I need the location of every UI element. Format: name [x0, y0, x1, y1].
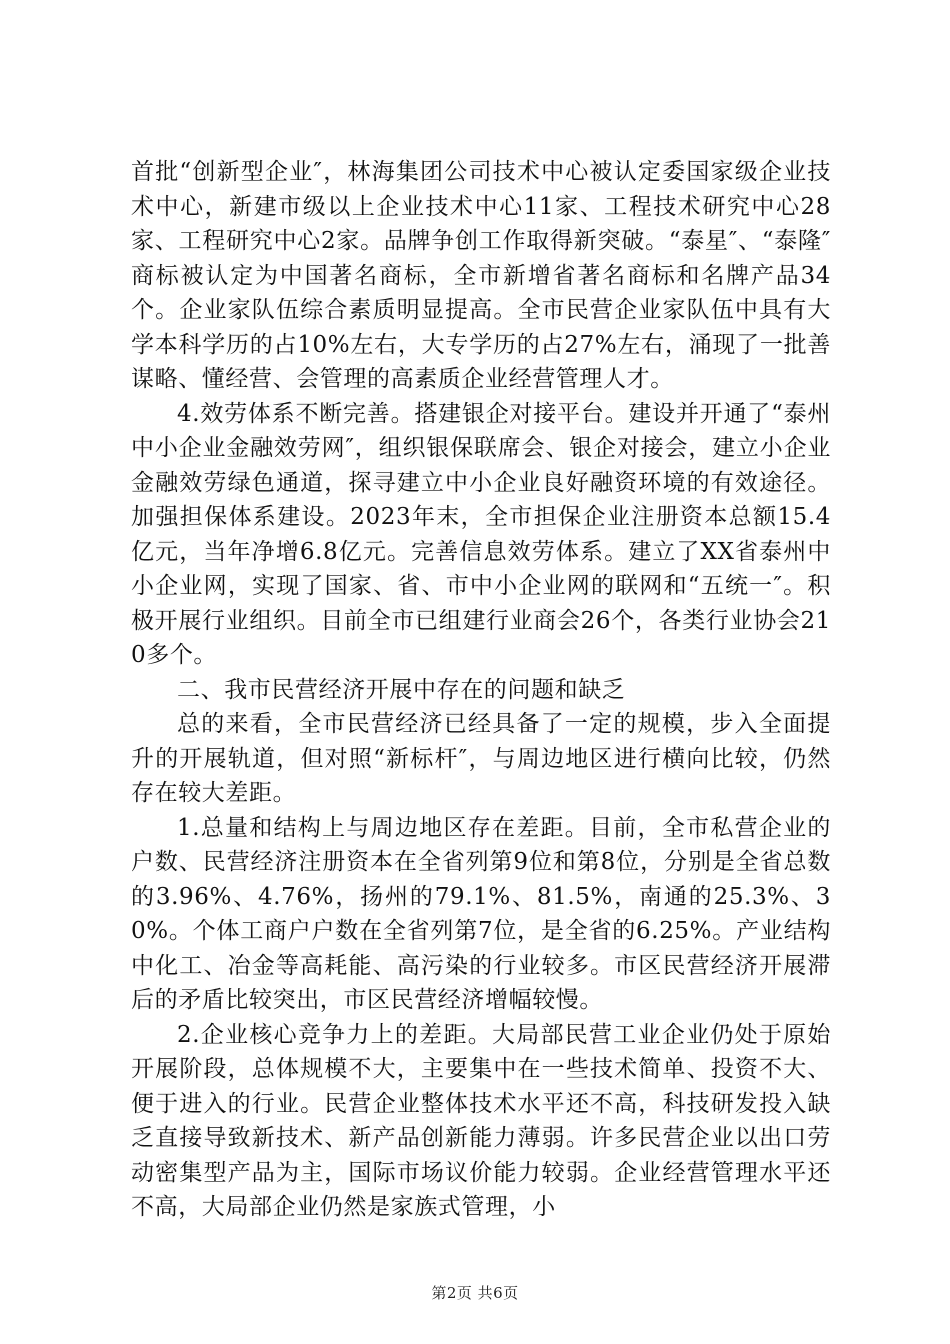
- paragraph-gap-total: 1.总量和结构上与周边地区存在差距。目前，全市私营企业的户数、民营经济注册资本在全省列第9位和第8位，分别是全省总数的3.96%、4.76%，扬州的79.1%、81.5%，南通的25.3%、30%。个体工商户户数在全省列第7位，是全省的6.25%。产业结构中化工、冶金等高耗能、高污染的行业较多。市区民营经济开展滞后的矛盾比较突出，市区民营经济增幅较慢。: [131, 814, 831, 1013]
- paragraph-service-system: 4.效劳体系不断完善。搭建银企对接平台。建设并开通了“泰州中小企业金融效劳网″，组织银保联席会、银企对接会，建立小企业金融效劳绿色通道，探寻建立中小企业良好融资环境的有效途径。加强担保体系建设。2023年末，全市担保企业注册资本总额15.4亿元，当年净增6.8亿元。完善信息效劳体系。建立了XX省泰州中小企业网，实现了国家、省、市中小企业网的联网和“五统一″。积极开展行业组织。目前全市已组建行业商会26个，各类行业协会210多个。: [131, 400, 831, 668]
- paragraph-continued: 首批“创新型企业″，林海集团公司技术中心被认定委国家级企业技术中心，新建市级以上企业技术中心11家、工程技术研究中心28家、工程研究中心2家。品牌争创工作取得新突破。“泰星″、“泰隆″商标被认定为中国著名商标，全市新增省著名商标和名牌产品34个。企业家队伍综合素质明显提高。全市民营企业家队伍中具有大学本科学历的占10%左右，大专学历的占27%左右，涌现了一批善谋略、懂经营、会管理的高素质企业经营管理人才。: [131, 159, 831, 392]
- paragraph-overview: 总的来看，全市民营经济已经具备了一定的规模，步入全面提升的开展轨道，但对照“新标杆″，与周边地区进行横向比较，仍然存在较大差距。: [131, 711, 831, 806]
- page-footer: 第2页 共6页: [431, 1284, 519, 1302]
- document-body: [131, 155, 831, 1225]
- paragraph-gap-competitiveness: 2.企业核心竞争力上的差距。大局部民营工业企业仍处于原始开展阶段，总体规模不大，主要集中在一些技术简单、投资不大、便于进入的行业。民营企业整体技术水平还不高，科技研发投入缺乏直接导致新技术、新产品创新能力薄弱。许多民营企业以出口劳动密集型产品为主，国际市场议价能力较弱。企业经营管理水平还不高，大局部企业仍然是家族式管理，小: [131, 1021, 831, 1220]
- section-heading: 二、我市民营经济开展中存在的问题和缺乏: [177, 676, 626, 703]
